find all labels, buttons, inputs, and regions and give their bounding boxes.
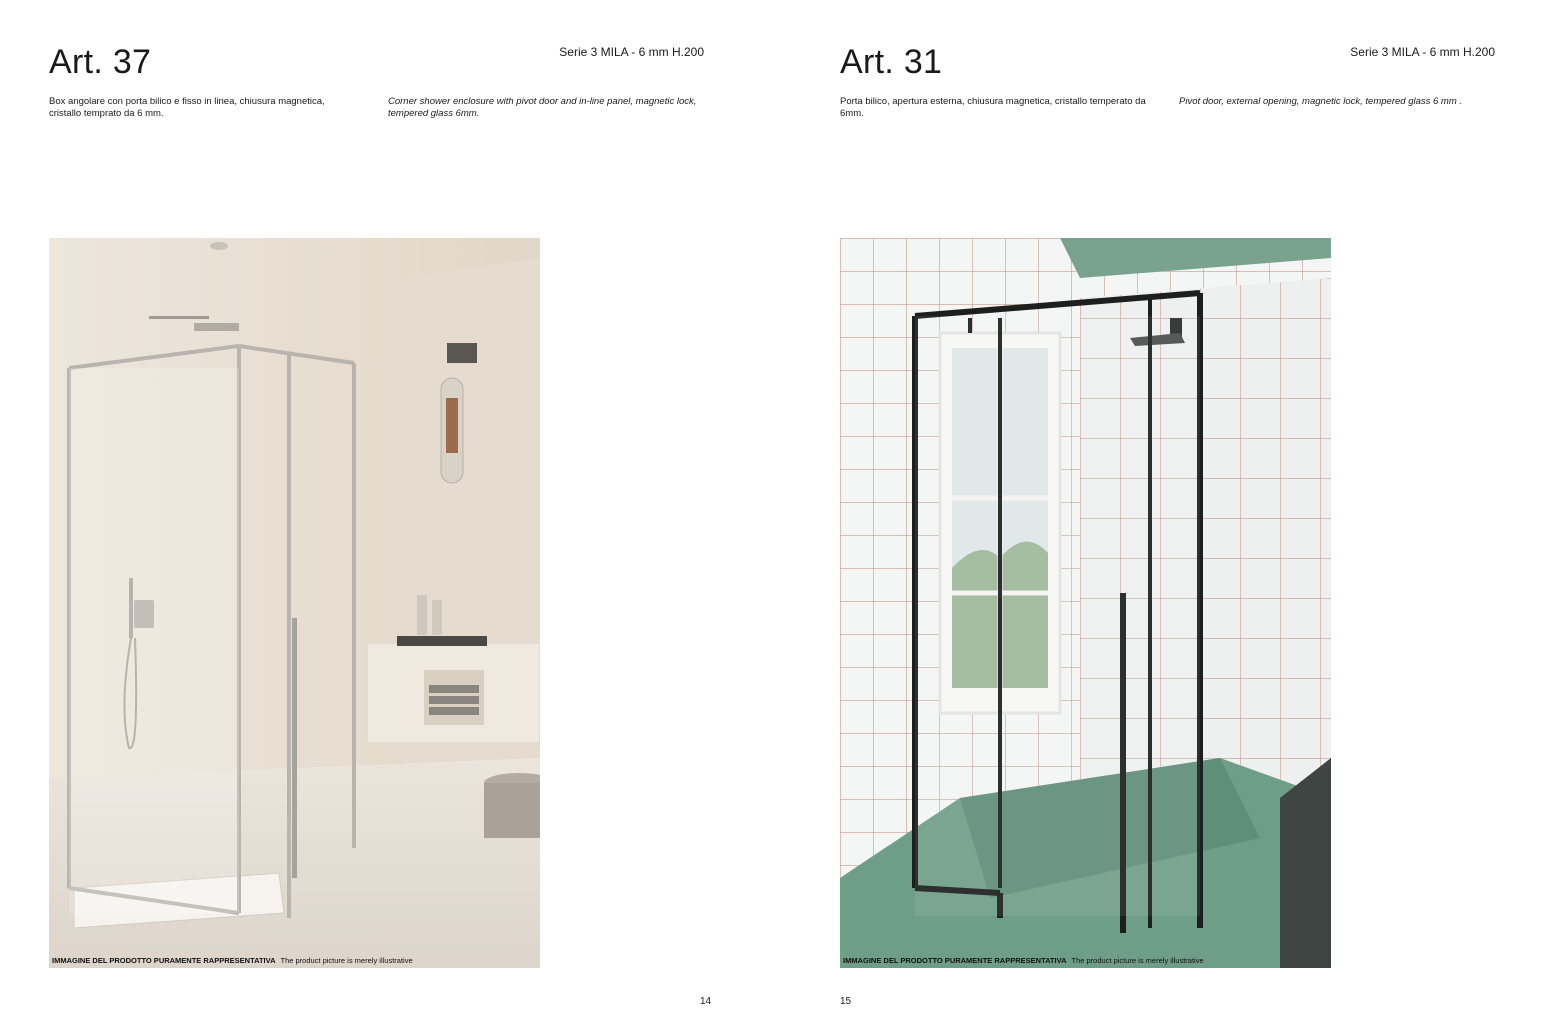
description-english: Corner shower enclosure with pivot door and in-line panel, magnetic lock, tempered glass 6mm. — [388, 96, 697, 119]
caption-english: The product picture is merely illustrative — [1071, 956, 1204, 965]
page-number: 14 — [700, 996, 712, 1007]
article-title: Art. 37 — [49, 43, 152, 81]
series-label: Serie 3 MILA - 6 mm H.200 — [559, 45, 704, 59]
tiled-bathroom-illustration — [840, 238, 1331, 968]
caption-english: The product picture is merely illustrative — [280, 956, 413, 965]
page-number: 15 — [840, 996, 852, 1007]
description-italian: Porta bilico, apertura esterna, chiusura magnetica, cristallo temperato da 6mm. — [840, 96, 1146, 119]
photo-caption — [52, 956, 413, 966]
article-title: Art. 31 — [840, 43, 943, 81]
bathroom-illustration — [49, 238, 540, 968]
product-photo-corner-enclosure — [49, 238, 540, 968]
catalog-page-right — [775, 0, 1550, 1033]
caption-italian: IMMAGINE DEL PRODOTTO PURAMENTE RAPPRESENTATIVA — [843, 956, 1067, 965]
product-photo-pivot-door — [840, 238, 1331, 968]
description-italian: Box angolare con porta bilico e fisso in linea, chiusura magnetica, cristallo temprato da 6 mm. — [49, 96, 325, 119]
series-label: Serie 3 MILA - 6 mm H.200 — [1350, 45, 1495, 59]
description-english: Pivot door, external opening, magnetic lock, tempered glass 6 mm . — [1179, 96, 1463, 107]
caption-italian: IMMAGINE DEL PRODOTTO PURAMENTE RAPPRESENTATIVA — [52, 956, 276, 965]
photo-caption — [843, 956, 1204, 966]
